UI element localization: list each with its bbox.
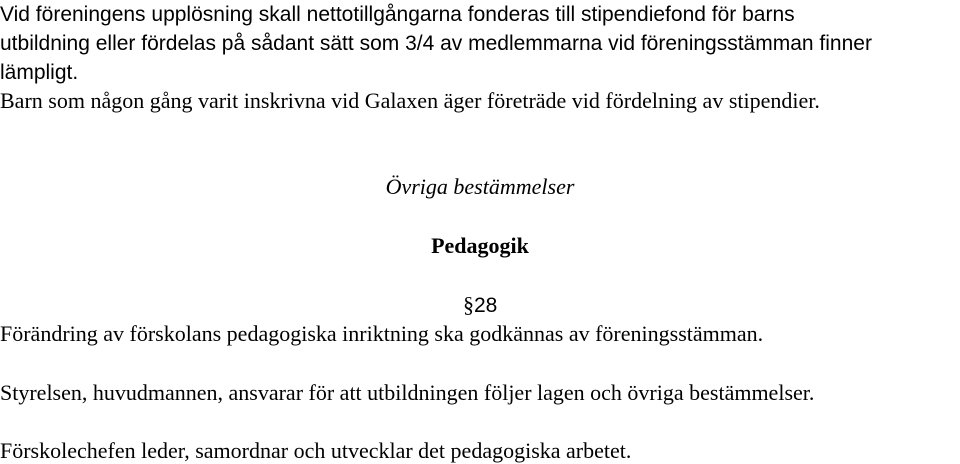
paragraph-2: Barn som någon gång varit inskrivna vid Galaxen äger företräde vid fördelning av stipendier. (0, 88, 820, 113)
paragraph-1-line-2: utbildning eller fördelas på sådant sätt som 3/4 av medlemmarna vid föreningsstämman finner (0, 32, 872, 55)
subheading: Pedagogik (431, 233, 529, 258)
section-symbol: § (463, 292, 474, 317)
paragraph-4: Styrelsen, huvudmannen, ansvarar för att utbildningen följer lagen och övriga bestämmelser. (0, 380, 815, 405)
paragraph-1-line-1: Vid föreningens upplösning skall nettotillgångarna fonderas till stipendiefond för barns (0, 3, 795, 26)
section-number (463, 292, 497, 319)
paragraph-1-line-3: lämpligt. (0, 61, 79, 84)
section-number-value: 28 (474, 294, 498, 317)
section-heading: Övriga bestämmelser (385, 174, 575, 199)
paragraph-3: Förändring av förskolans pedagogiska inriktning ska godkännas av föreningsstämman. (0, 321, 764, 346)
paragraph-5: Förskolechefen leder, samordnar och utvecklar det pedagogiska arbetet. (0, 438, 632, 463)
